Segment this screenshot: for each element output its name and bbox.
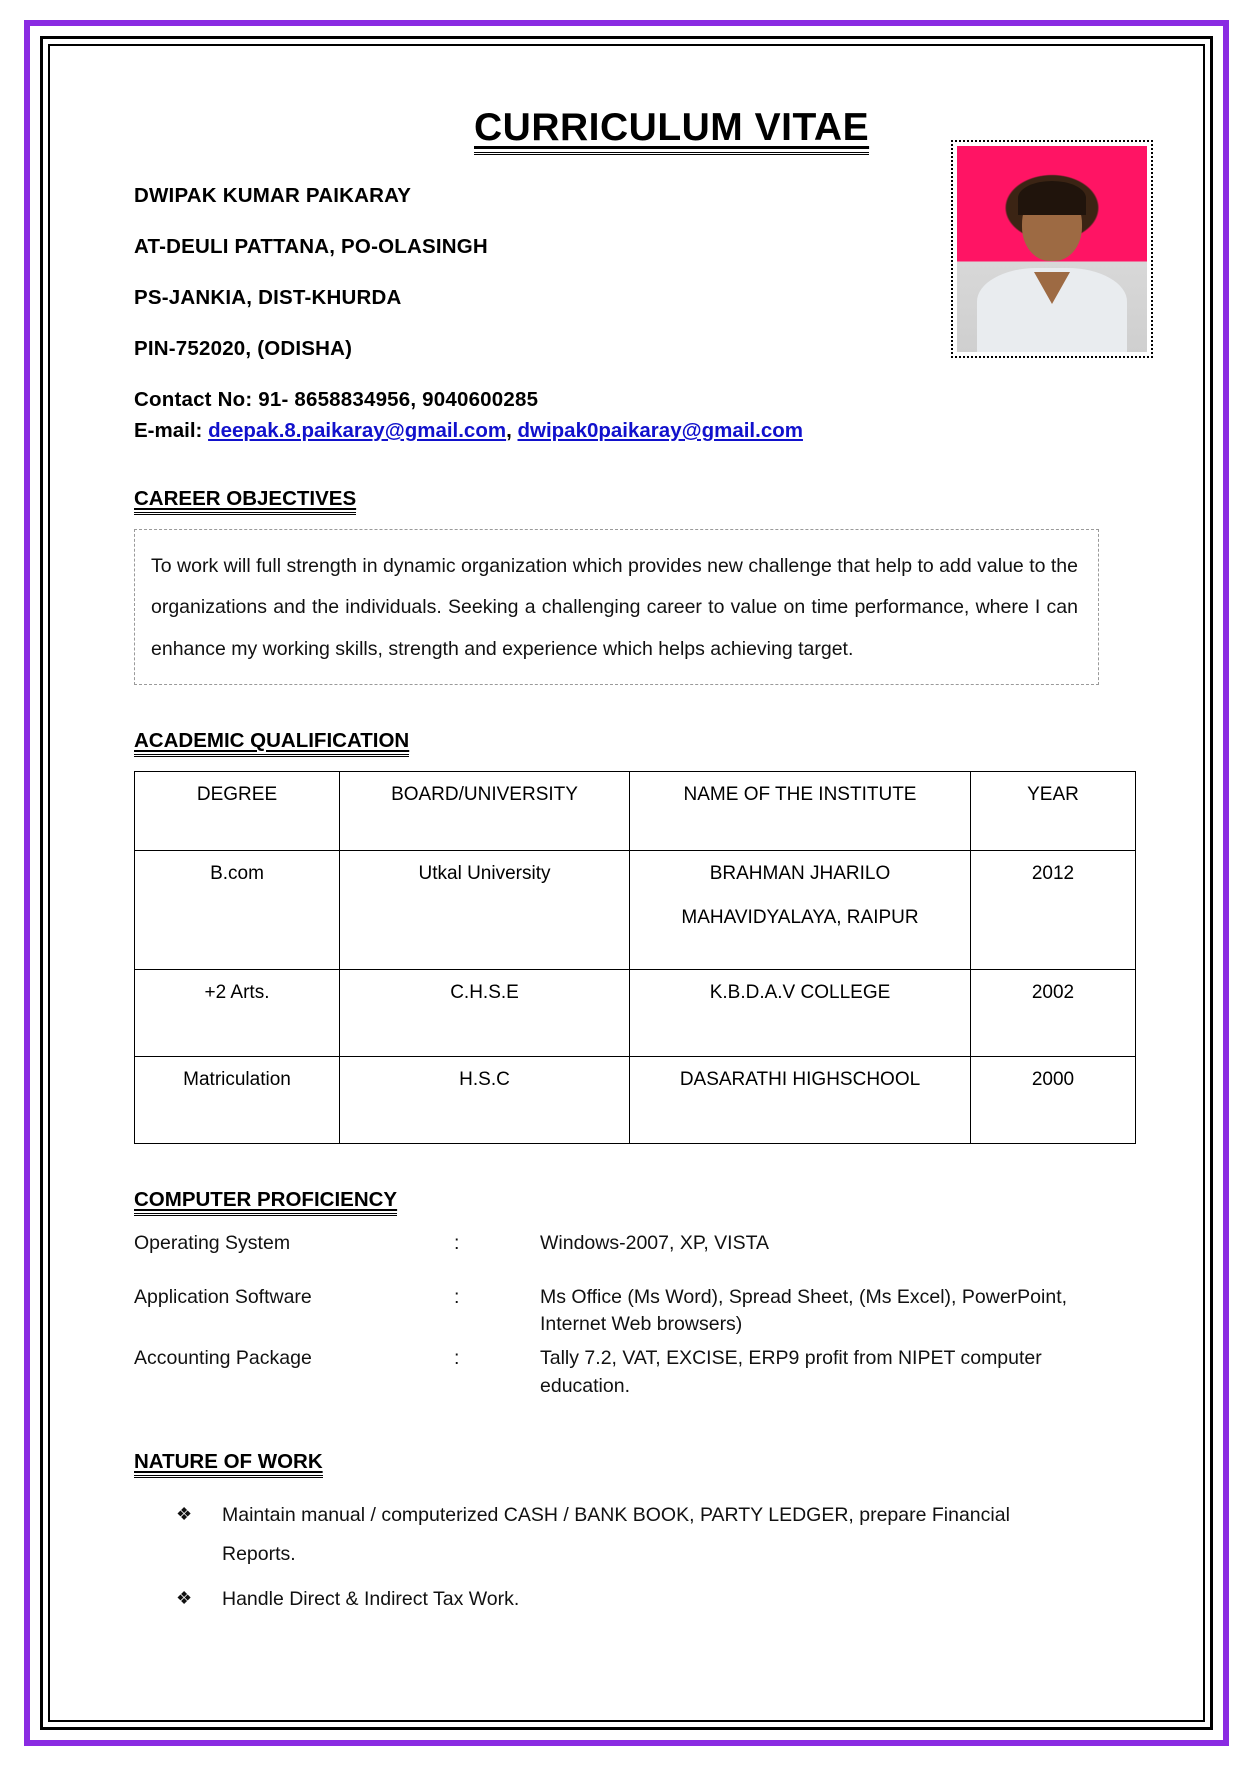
proficiency-row <box>134 1284 1099 1345</box>
career-objective-box <box>134 529 1099 685</box>
list-item <box>134 1496 1147 1574</box>
proficiency-separator: : <box>454 1285 460 1308</box>
email-link-primary[interactable]: deepak.8.paikaray@gmail.com <box>208 419 507 442</box>
cell-board: C.H.S.E <box>340 969 630 1056</box>
proficiency-label: Operating System <box>134 1231 291 1254</box>
cell-board: Utkal University <box>340 850 630 969</box>
cell-year: 2002 <box>971 969 1136 1056</box>
email-separator: , <box>506 419 512 442</box>
proficiency-label: Accounting Package <box>134 1347 312 1370</box>
institute-line-1: BRAHMAN JHARILO <box>709 862 891 884</box>
list-item <box>134 1580 1147 1619</box>
column-header-year: YEAR <box>971 771 1136 850</box>
column-header-board: BOARD/UNIVERSITY <box>340 771 630 850</box>
cv-content <box>60 58 1193 1708</box>
proficiency-separator: : <box>454 1231 460 1254</box>
section-heading-computer-proficiency: COMPUTER PROFICIENCY <box>134 1188 397 1216</box>
cell-degree: Matriculation <box>135 1056 340 1143</box>
cell-institute: K.B.D.A.V COLLEGE <box>630 969 971 1056</box>
cell-degree: B.com <box>135 850 340 969</box>
email-label: E-mail: <box>134 419 203 442</box>
cell-year: 2000 <box>971 1056 1136 1143</box>
cell-institute: DASARATHI HIGHSCHOOL <box>630 1056 971 1143</box>
diamond-bullet-icon: ❖ <box>176 1504 193 1525</box>
identity-block <box>134 184 834 443</box>
column-header-institute: NAME OF THE INSTITUTE <box>630 771 971 850</box>
institute-line-2: MAHAVIDYALAYA, RAIPUR <box>681 906 919 928</box>
cell-degree: +2 Arts. <box>135 969 340 1056</box>
proficiency-row <box>134 1230 1099 1284</box>
proficiency-row <box>134 1345 1099 1406</box>
candidate-name: DWIPAK KUMAR PAIKARAY <box>134 184 412 207</box>
section-heading-nature-of-work: NATURE OF WORK <box>134 1450 323 1478</box>
proficiency-value: Ms Office (Ms Word), Spread Sheet, (Ms Excel), PowerPoint, Internet Web browsers) <box>540 1285 1068 1336</box>
section-heading-career-objectives: CAREER OBJECTIVES <box>134 487 356 515</box>
email-link-secondary[interactable]: dwipak0paikaray@gmail.com <box>517 419 803 442</box>
section-heading-academic-qualification: ACADEMIC QUALIFICATION <box>134 729 409 757</box>
table-row <box>135 850 1136 969</box>
table-row <box>135 969 1136 1056</box>
diamond-bullet-icon: ❖ <box>176 1588 193 1609</box>
table-header-row <box>135 771 1136 850</box>
column-header-degree: DEGREE <box>135 771 340 850</box>
academic-qualification-table <box>134 771 1136 1144</box>
address-line-3: PIN-752020, (ODISHA) <box>134 337 353 360</box>
cell-year: 2012 <box>971 850 1136 969</box>
nature-of-work-list <box>134 1496 1147 1619</box>
list-item-text: Handle Direct & Indirect Tax Work. <box>222 1588 520 1611</box>
address-line-1: AT-DEULI PATTANA, PO-OLASINGH <box>134 235 488 258</box>
table-row <box>135 1056 1136 1143</box>
photo-hair <box>1018 181 1086 215</box>
proficiency-value: Windows-2007, XP, VISTA <box>540 1231 770 1254</box>
career-objective-text: To work will full strength in dynamic organization which provides new challenge that help to add value to the organizations and the individuals. Seeking a challenging career to value on time performance, where I can enhance my working skills, strength and experience which helps achieving target. <box>151 555 1078 660</box>
proficiency-separator: : <box>454 1347 460 1370</box>
contact-number: Contact No: 91- 8658834956, 9040600285 <box>134 388 539 411</box>
candidate-photo-frame <box>951 140 1153 358</box>
email-line <box>134 419 834 443</box>
candidate-photo <box>957 146 1147 352</box>
computer-proficiency-table <box>134 1230 1099 1406</box>
address-line-2: PS-JANKIA, DIST-KHURDA <box>134 286 402 309</box>
proficiency-value: Tally 7.2, VAT, EXCISE, ERP9 profit from NIPET computer education. <box>540 1347 1042 1397</box>
page-title: CURRICULUM VITAE <box>474 106 869 155</box>
proficiency-label: Application Software <box>134 1285 312 1308</box>
cell-board: H.S.C <box>340 1056 630 1143</box>
list-item-text: Maintain manual / computerized CASH / BANK BOOK, PARTY LEDGER, prepare Financial Reports. <box>222 1504 1010 1566</box>
cell-institute <box>630 850 971 969</box>
